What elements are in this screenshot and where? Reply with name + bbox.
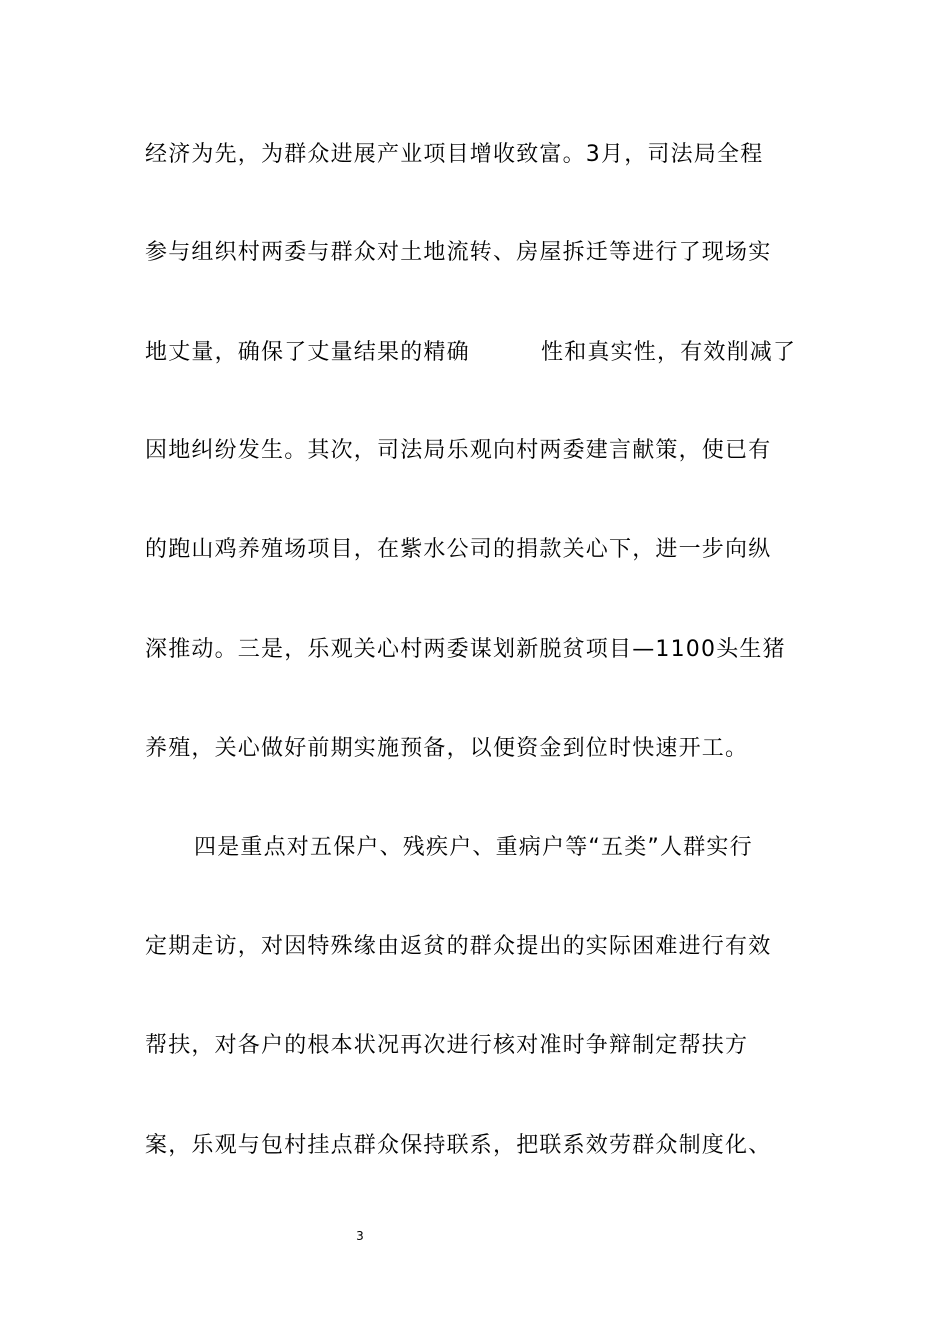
text-line: 深推动。三是，乐观关心村两委谋划新脱贫项目—1100头生猪 — [145, 637, 786, 662]
text-line: 的跑山鸡养殖场项目，在紫水公司的捐款关心下，进一步向纵 — [145, 537, 772, 562]
text-line-part: 性和真实性，有效削减了 — [541, 340, 797, 365]
paragraph-first-line: 四是重点对五保户、残疾户、重病户等“五类”人群实行 — [194, 835, 753, 860]
text-line: 养殖，关心做好前期实施预备，以便资金到位时快速开工。 — [145, 736, 749, 761]
text-line — [145, 338, 810, 368]
text-line: 因地纠纷发生。其次，司法局乐观向村两委建言献策，使已有 — [145, 438, 772, 463]
text-line: 案，乐观与包村挂点群众保持联系，把联系效劳群众制度化、 — [145, 1133, 772, 1158]
page-number: 3 — [356, 1229, 364, 1243]
text-line: 帮扶，对各户的根本状况再次进行核对准时争辩制定帮扶方 — [145, 1033, 749, 1058]
text-line-part: 地丈量，确保了丈量结果的精确 — [145, 340, 470, 365]
text-line: 经济为先，为群众进展产业项目增收致富。3月，司法局全程 — [145, 142, 764, 167]
text-line: 定期走访，对因特殊缘由返贫的群众提出的实际困难进行有效 — [145, 934, 772, 959]
text-line: 参与组织村两委与群众对土地流转、房屋拆迁等进行了现场实 — [145, 240, 772, 265]
